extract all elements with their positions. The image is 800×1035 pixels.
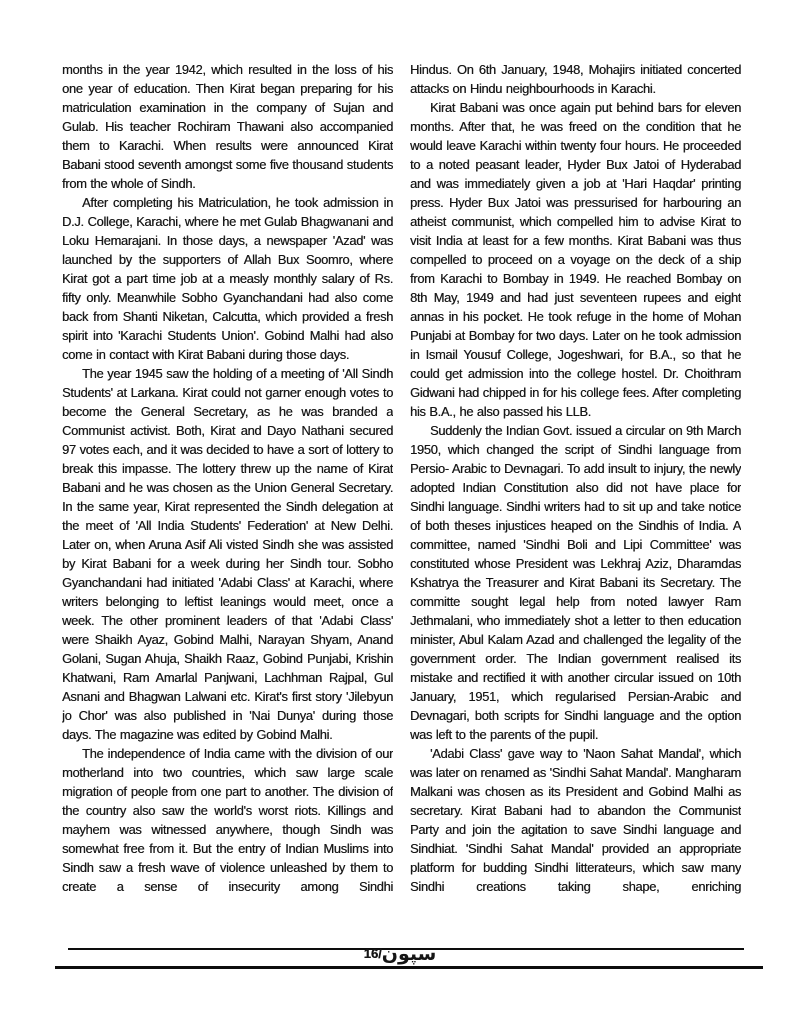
page-number: 16/ bbox=[363, 946, 382, 961]
footer-rule-bottom bbox=[55, 966, 763, 969]
paragraph: Kirat Babani was once again put behind bars for eleven months. After that, he was freed on the condition that he would leave Karachi within twenty four hours. He proceeded to a noted peasant leader, Hyder Bux Jatoi of Hyderabad and was immediately given a job at 'Hari Haqdar' printing press. Hyder Bux Jatoi was pressurised for harbouring an atheist communist, which compelled him to advise Kirat to visit India at least for a few months. Kirat Babani was thus compelled to proceed on a voyage on the deck of a ship from Karachi to Bombay in 1949. He reached Bombay on 8th May, 1949 and had just seventeen rupees and eight annas in his pocket. He took refuge in the home of Mohan Punjabi at Bombay for two days. Later on he took admission in Ismail Yousuf College, Jogeshwari, for B.A., so that he could get admission into the college hostel. Dr. Choithram Gidwani had chipped in for his college fees. After completing his B.A., he also passed his LLB. bbox=[410, 100, 741, 419]
paragraph: The year 1945 saw the holding of a meeting of 'All Sindh Students' at Larkana. Kirat could not garner enough votes to become the General Secretary, as he was branded a Communist activist. Both, Kirat and Dayo Nathani secured 97 votes each, and it was decided to have a sort of lottery to break this impasse. The lottery threw up the name of Kirat Babani and he was chosen as the Union General Secretary. In the same year, Kirat represented the Sindh delegation at the meet of 'All India Students' Federation' at New Delhi. Later on, when Aruna Asif Ali visted Sindh she was assisted by Kirat Babani for a week during her Sindh tour. Sobho Gyanchandani had initiated 'Adabi Class' at Karachi, where writers belonging to leftist leanings would meet, once a week. The other prominent leaders of that 'Adabi Class' were Shaikh Ayaz, Gobind Malhi, Narayan Shyam, Anand Golani, Sugan Ahuja, Shaikh Raaz, Gobind Punjabi, Krishin Khatwani, Ram Amarlal Panjwani, Lachhman Rajpal, Gul Asnani and Bhagwan Lalwani etc. Kirat's first story 'Jilebyun jo Chor' was also published in 'Nai Dunya' during those days. The magazine was edited by Gobind Malhi. bbox=[62, 366, 393, 742]
paragraph-continuation: months in the year 1942, which resulted in the loss of his one year of education. Then Kirat began preparing for his matriculation examination in the company of Sujan and Gulab. His teacher Rochiram Thawani also accompanied them to Karachi. When results were announced Kirat Babani stood seventh amongst some five thousand students from the whole of Sindh. bbox=[62, 62, 393, 191]
paragraph-continuation: Hindus. On 6th January, 1948, Mohajirs initiated concerted attacks on Hindu neighbourhoods in Karachi. bbox=[410, 62, 741, 96]
left-column bbox=[62, 60, 393, 942]
paragraph-runover: 'Adabi Class' gave way to 'Naon Sahat Mandal', which was later on renamed as 'Sindhi Sahat Mandal'. Mangharam Malkani was chosen as its President and Gobind Malhi as secretary. Kirat Babani had to abandon the Communist Party and join the agitation to save Sindhi language and Sindhiat. 'Sindhi Sahat Mandal' provided an appropriate platform for budding Sindhi litterateurs, which saw many Sindhi creations taking shape, enriching bbox=[410, 746, 741, 894]
magazine-name: سپون bbox=[381, 943, 437, 965]
paragraph: Suddenly the Indian Govt. issued a circular on 9th March 1950, which changed the script of Sindhi language from Persio- Arabic to Devnagari. To add insult to injury, the newly adopted Indian Constitution also did not have place for Sindhi language. Sindhi writers had to sit up and take notice of both theses injustices heaped on the Sindhis of India. A committee, named 'Sindhi Boli and Lipi Committee' was constituted whose President was Lekhraj Aziz, Dharamdas Kshatrya the Treasurer and Kirat Babani its Secretary. The committe sought legal help from noted lawyer Ram Jethmalani, who immediately shot a letter to then education minister, Abul Kalam Azad and challenged the legality of the government order. The Indian government realised its mistake and rectified it with another circular issued on 10th January, 1951, which regularised Persian-Arabic and Devnagari, both scripts for Sindhi language and the option was left to the parents of the pupil. bbox=[410, 423, 741, 742]
paragraph: After completing his Matriculation, he took admission in D.J. College, Karachi, where he met Gulab Bhagwanani and Loku Hemarajani. In those days, a newspaper 'Azad' was launched by the supporters of Allah Bux Soomro, where Kirat got a part time job at a measly monthly salary of Rs. fifty only. Meanwhile Sobho Gyanchandani had also come back from Shanti Niketan, Calcutta, which provided a fresh spirit into 'Karachi Students Union'. Gobind Malhi had also come in contact with Kirat Babani during those days. bbox=[62, 195, 393, 362]
right-column bbox=[410, 60, 741, 942]
two-column-text-body bbox=[62, 60, 741, 942]
page-footer bbox=[0, 943, 800, 965]
paragraph-runover: The independence of India came with the division of our motherland into two countries, which saw large scale migration of people from one part to another. The division of the country also saw the world's worst riots. Killings and mayhem was witnessed anywhere, though Sindh was somewhat free from it. But the entry of Indian Muslims into Sindh saw a fresh wave of violence unleashed by them to create a sense of insecurity among Sindhi bbox=[62, 746, 393, 894]
